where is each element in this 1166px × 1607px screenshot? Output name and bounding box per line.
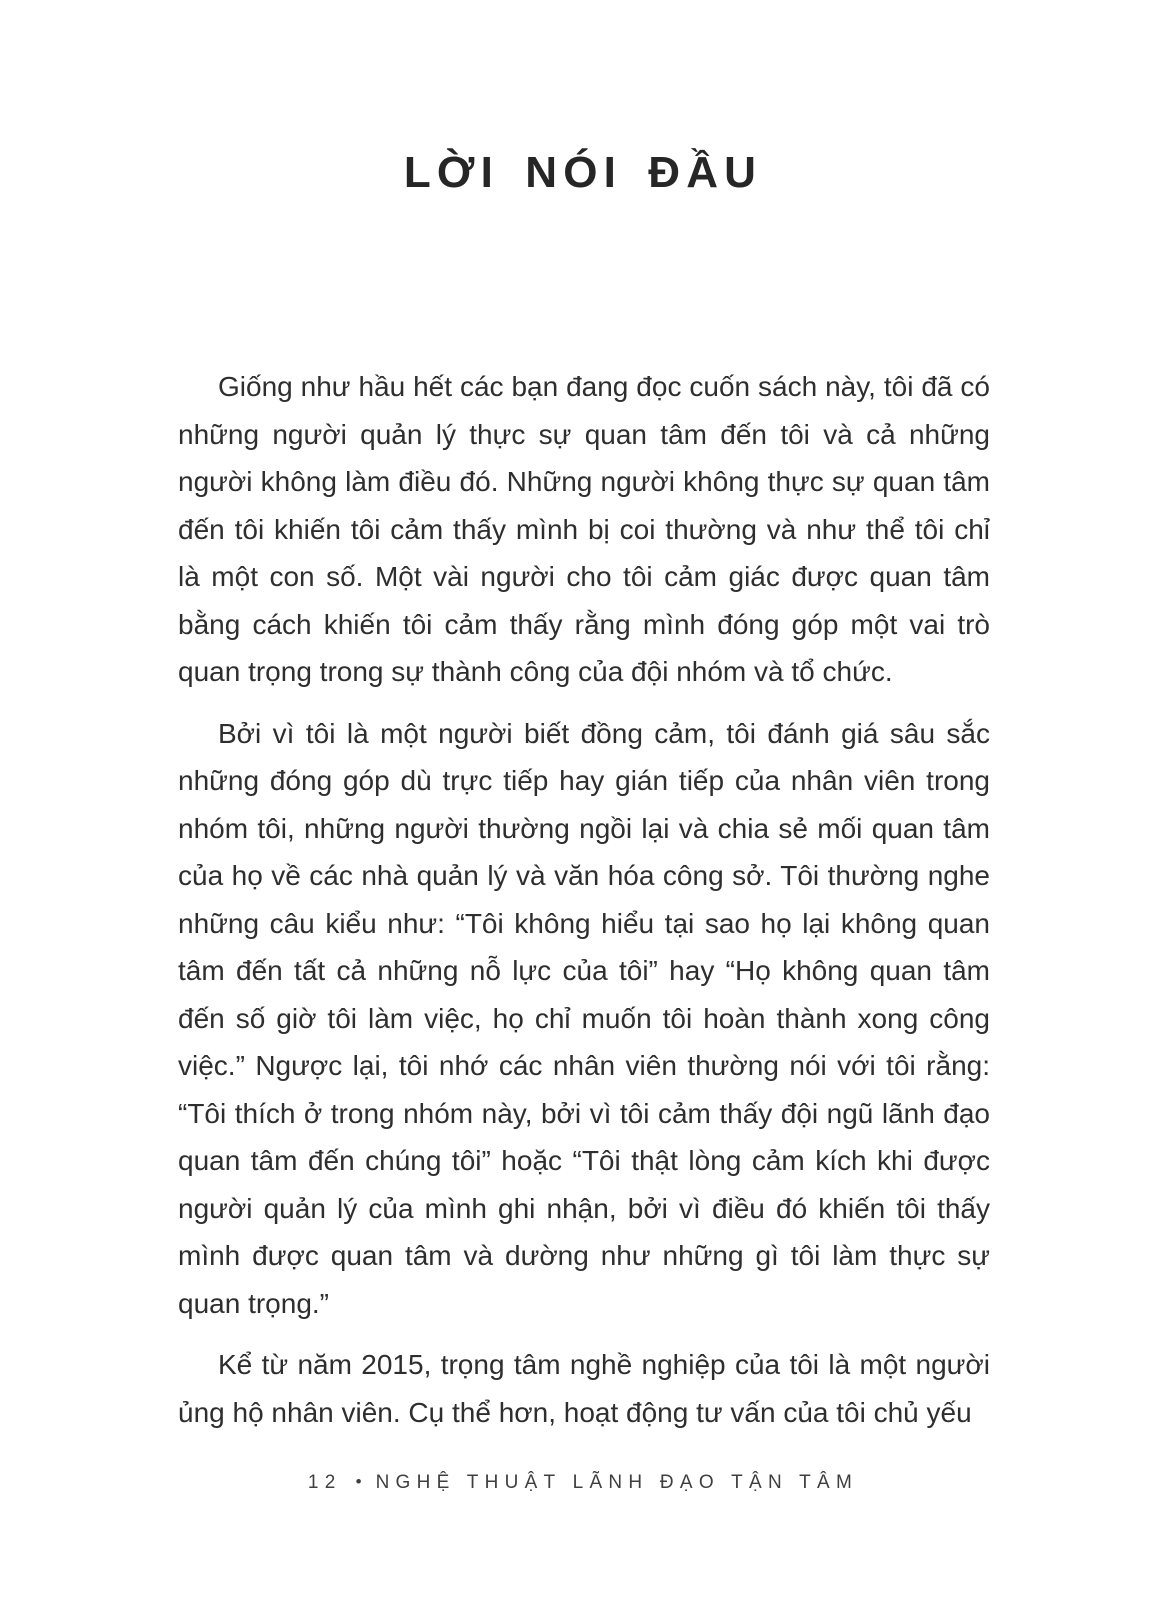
body-text-block [178,363,990,1450]
bullet-separator-icon: • [355,1472,362,1491]
body-paragraph: Giống như hầu hết các bạn đang đọc cuốn sách này, tôi đã có những người quản lý thực sự quan tâm đến tôi và cả những người không làm điều đó. Những người không thực sự quan tâm đến tôi khiến tôi cảm thấy mình bị coi thường và như thể tôi chỉ là một con số. Một vài người cho tôi cảm giác được quan tâm bằng cách khiến tôi cảm thấy rằng mình đóng góp một vai trò quan trọng trong sự thành công của đội nhóm và tổ chức. [178,371,990,687]
body-paragraph: Bởi vì tôi là một người biết đồng cảm, tôi đánh giá sâu sắc những đóng góp dù trực tiếp hay gián tiếp của nhân viên trong nhóm tôi, những người thường ngồi lại và chia sẻ mối quan tâm của họ về các nhà quản lý và văn hóa công sở. Tôi thường nghe những câu kiểu như: “Tôi không hiểu tại sao họ lại không quan tâm đến tất cả những nỗ lực của tôi” hay “Họ không quan tâm đến số giờ tôi làm việc, họ chỉ muốn tôi hoàn thành xong công việc.” Ngược lại, tôi nhớ các nhân viên thường nói với tôi rằng: “Tôi thích ở trong nhóm này, bởi vì tôi cảm thấy đội ngũ lãnh đạo quan tâm đến chúng tôi” hoặc “Tôi thật lòng cảm kích khi được người quản lý của mình ghi nhận, bởi vì điều đó khiến tôi thấy mình được quan tâm và dường như những gì tôi làm thực sự quan trọng.” [178,717,990,1319]
page-number: 12 [307,1472,342,1493]
body-paragraph: Kể từ năm 2015, trọng tâm nghề nghiệp của tôi là một người ủng hộ nhân viên. Cụ thể hơn, hoạt động tư vấn của tôi chủ yếu [178,1349,990,1428]
running-book-title: NGHỆ THUẬT LÃNH ĐẠO TẬN TÂM [375,1472,859,1493]
page-footer [0,1472,1166,1494]
chapter-title: LỜI NÓI ĐẦU [403,148,763,197]
